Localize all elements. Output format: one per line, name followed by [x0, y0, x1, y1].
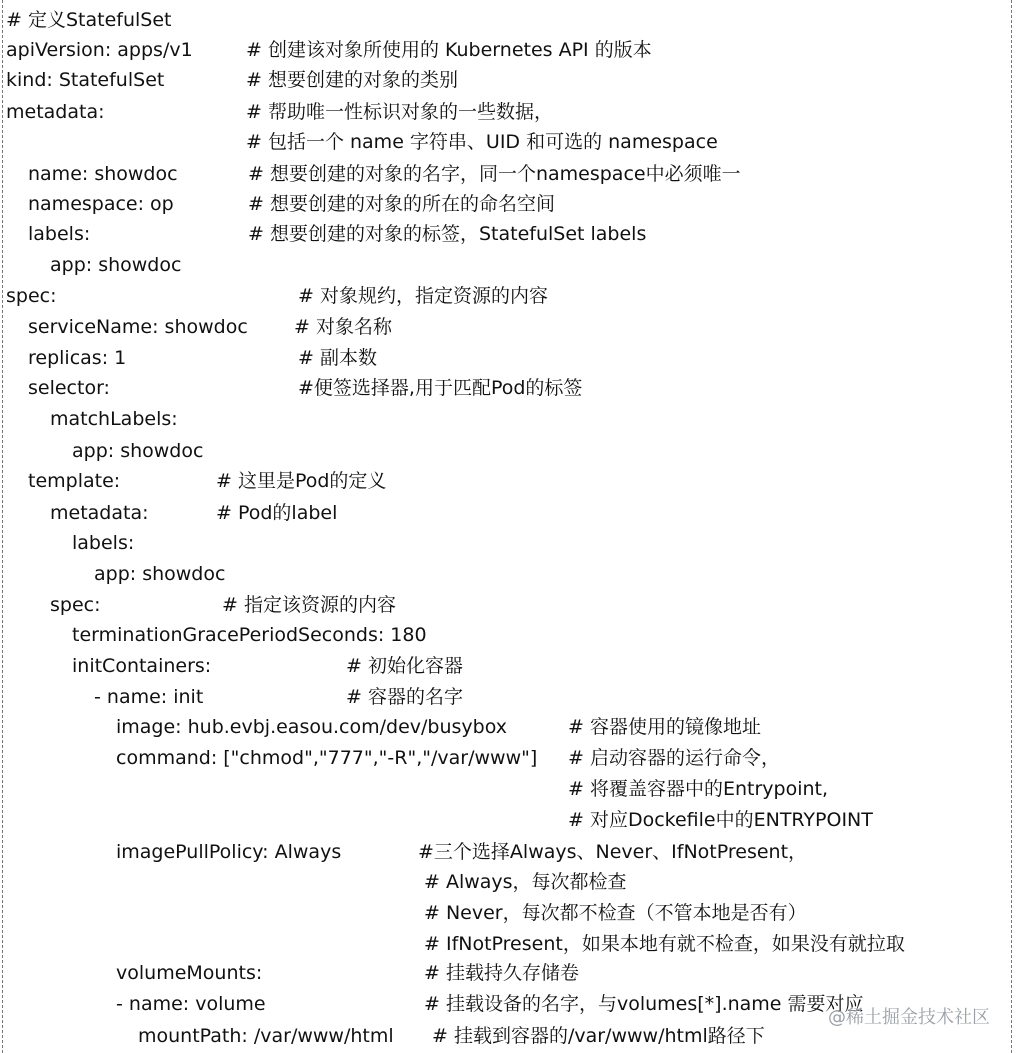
yaml-line — [0, 219, 1016, 250]
code-text: metadata: — [6, 101, 105, 123]
code-text: selector: — [28, 377, 110, 399]
comment-text: # 挂载持久存储卷 — [424, 962, 579, 984]
yaml-line — [0, 127, 1016, 158]
code-text: spec: — [6, 285, 57, 307]
code-text: metadata: — [50, 502, 149, 524]
yaml-line — [0, 712, 1016, 743]
comment-text: # 对象名称 — [294, 316, 392, 338]
code-text: terminationGracePeriodSeconds: 180 — [72, 624, 427, 646]
code-text: - name: init — [94, 686, 204, 708]
comment-text: # 挂载设备的名字，与volumes[*].name 需要对应 — [424, 993, 864, 1015]
yaml-line — [0, 528, 1016, 559]
yaml-line — [0, 682, 1016, 713]
yaml-line — [0, 281, 1016, 312]
comment-text: #三个选择Always、Never、IfNotPresent， — [418, 841, 808, 863]
yaml-line — [0, 5, 1016, 36]
comment-text: # 想要创建的对象的所在的命名空间 — [248, 193, 555, 215]
code-text: labels: — [28, 223, 91, 245]
comment-text: # 想要创建的对象的标签，StatefulSet labels — [248, 223, 647, 245]
code-text: namespace: op — [28, 193, 174, 215]
code-text: name: showdoc — [28, 163, 178, 185]
code-text: replicas: 1 — [28, 347, 127, 369]
code-text: command: ["chmod","777","-R","/var/www"] — [116, 747, 538, 769]
yaml-line — [0, 373, 1016, 404]
yaml-line — [0, 867, 1016, 898]
code-text: app: showdoc — [94, 563, 226, 585]
comment-text: # 容器的名字 — [346, 686, 463, 708]
yaml-line — [0, 929, 1016, 960]
watermark: @稀土掘金技术社区 — [828, 1007, 990, 1028]
yaml-line — [0, 312, 1016, 343]
code-text: matchLabels: — [50, 408, 178, 430]
yaml-line — [0, 898, 1016, 929]
code-text: volumeMounts: — [116, 962, 263, 984]
code-text: - name: volume — [116, 993, 266, 1015]
comment-text: # 对象规约，指定资源的内容 — [298, 285, 548, 307]
code-text: apiVersion: apps/v1 — [6, 39, 193, 61]
code-text: kind: StatefulSet — [6, 69, 165, 91]
comment-text: # 这里是Pod的定义 — [216, 470, 387, 492]
yaml-line — [0, 404, 1016, 435]
yaml-line — [0, 159, 1016, 190]
code-text: # 定义StatefulSet — [6, 9, 172, 31]
comment-text: # 副本数 — [298, 347, 377, 369]
comment-text: # 挂载到容器的/var/www/html路径下 — [432, 1025, 765, 1047]
yaml-line — [0, 466, 1016, 497]
yaml-line — [0, 620, 1016, 651]
yaml-line — [0, 837, 1016, 868]
comment-text: # 包括一个 name 字符串、UID 和可选的 namespace — [246, 131, 718, 153]
yaml-line — [0, 805, 1016, 836]
yaml-line — [0, 651, 1016, 682]
comment-text: # Pod的label — [216, 502, 338, 524]
yaml-line — [0, 250, 1016, 281]
yaml-line — [0, 65, 1016, 96]
comment-text: # 对应Dockefile中的ENTRYPOINT — [568, 809, 873, 831]
yaml-line — [0, 97, 1016, 128]
yaml-line — [0, 774, 1016, 805]
comment-text: # 启动容器的运行命令， — [568, 747, 780, 769]
code-text: labels: — [72, 532, 135, 554]
comment-text: # Never，每次都不检查（不管本地是否有） — [424, 902, 807, 924]
yaml-line — [0, 343, 1016, 374]
code-text: imagePullPolicy: Always — [116, 841, 342, 863]
comment-text: # Always，每次都检查 — [424, 871, 627, 893]
yaml-line — [0, 189, 1016, 220]
yaml-line — [0, 498, 1016, 529]
code-text: spec: — [50, 594, 101, 616]
code-text: initContainers: — [72, 655, 212, 677]
yaml-line — [0, 436, 1016, 467]
code-text: app: showdoc — [50, 254, 182, 276]
comment-text: # 帮助唯一性标识对象的一些数据， — [246, 101, 553, 123]
comment-text: # 容器使用的镜像地址 — [568, 716, 761, 738]
comment-text: # 初始化容器 — [346, 655, 463, 677]
comment-text: #便签选择器,用于匹配Pod的标签 — [298, 377, 583, 399]
comment-text: # IfNotPresent，如果本地有就不检查，如果没有就拉取 — [424, 933, 905, 955]
yaml-line — [0, 35, 1016, 66]
code-text: image: hub.evbj.easou.com/dev/busybox — [116, 716, 508, 738]
comment-text: # 创建该对象所使用的 Kubernetes API 的版本 — [246, 39, 652, 61]
comment-text: # 将覆盖容器中的Entrypoint, — [568, 778, 829, 800]
yaml-line — [0, 958, 1016, 989]
yaml-line — [0, 590, 1016, 621]
code-text: app: showdoc — [72, 440, 204, 462]
comment-text: # 指定该资源的内容 — [222, 594, 396, 616]
comment-text: # 想要创建的对象的名字，同一个namespace中必须唯一 — [248, 163, 741, 185]
yaml-line — [0, 743, 1016, 774]
yaml-line — [0, 559, 1016, 590]
code-text: serviceName: showdoc — [28, 316, 248, 338]
code-text: mountPath: /var/www/html — [138, 1025, 394, 1047]
comment-text: # 想要创建的对象的类别 — [246, 69, 458, 91]
code-text: template: — [28, 470, 121, 492]
